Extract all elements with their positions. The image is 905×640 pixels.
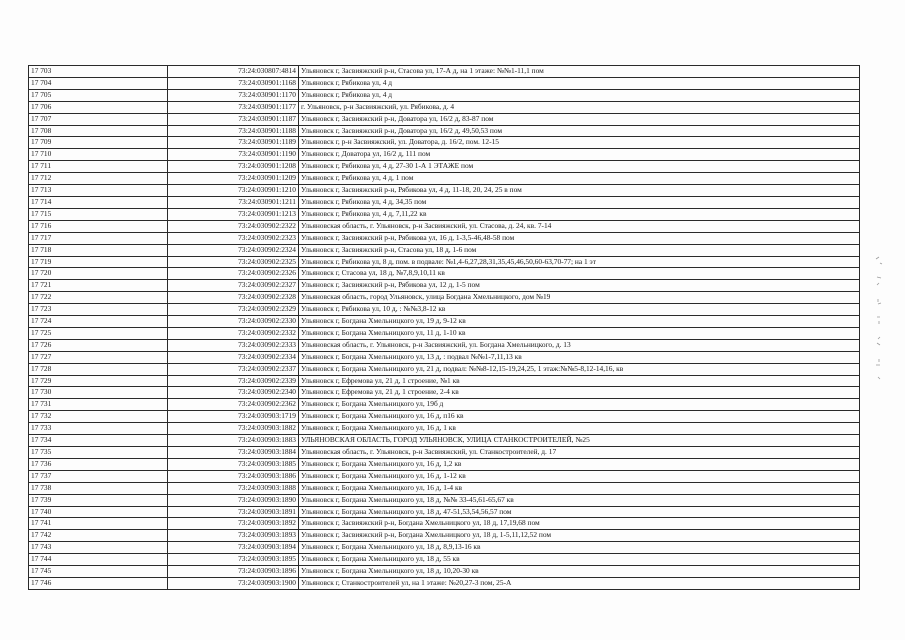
- table-row: [29, 161, 860, 173]
- address-cell: Ульяновск г, Ефремова ул, 21 д, 1 строение, 2-4 кв: [299, 387, 860, 399]
- cadastral-number: 73:24:030807:4814: [168, 66, 299, 78]
- cadastral-number: 73:24:030902:2326: [168, 268, 299, 280]
- table-row: [29, 482, 860, 494]
- table-row: [29, 196, 860, 208]
- table-row: [29, 232, 860, 244]
- cadastral-number: 73:24:030903:1895: [168, 554, 299, 566]
- cadastral-number: 73:24:030902:2333: [168, 339, 299, 351]
- row-number: 17 738: [29, 482, 168, 494]
- cadastral-number: 73:24:030902:2330: [168, 316, 299, 328]
- address-cell: Ульяновск г, р-н Засвияжский, ул. Доватора, д. 16/2, пом. 12-15: [299, 137, 860, 149]
- table-row: [29, 208, 860, 220]
- registry-table: [28, 65, 860, 590]
- cadastral-number: 73:24:030902:2324: [168, 244, 299, 256]
- address-cell: Ульяновская область, город Ульяновск, улица Богдана Хмельницкого, дом №19: [299, 292, 860, 304]
- address-cell: Ульяновск г, Засвияжский р-н, Стасова ул, 17-А д, на 1 этаже: №№1-11,1 пом: [299, 66, 860, 78]
- cadastral-number: 73:24:030903:1882: [168, 423, 299, 435]
- row-number: 17 733: [29, 423, 168, 435]
- cadastral-number: 73:24:030901:1188: [168, 125, 299, 137]
- table-row: [29, 89, 860, 101]
- row-number: 17 741: [29, 518, 168, 530]
- cadastral-number: 73:24:030901:1168: [168, 77, 299, 89]
- cadastral-number: 73:24:030902:2322: [168, 220, 299, 232]
- address-cell: Ульяновск г, Богдана Хмельницкого ул, 19 д, 9-12 кв: [299, 316, 860, 328]
- table-row: [29, 125, 860, 137]
- cadastral-number: 73:24:030901:1187: [168, 113, 299, 125]
- address-cell: Ульяновск г, Доватора ул, 16/2 д, 111 пом: [299, 149, 860, 161]
- row-number: 17 742: [29, 530, 168, 542]
- address-cell: Ульяновск г, Засвияжский р-н, Стасова ул, 18 д, 1-6 пом: [299, 244, 860, 256]
- address-cell: Ульяновск г, Рябикова ул, 4 д, 7,11,22 кв: [299, 208, 860, 220]
- table-row: [29, 577, 860, 589]
- address-cell: Ульяновск г, Рябикова ул, 4 д, 1 пом: [299, 173, 860, 185]
- address-cell: г. Ульяновск, р-н Засвияжский, ул. Рябикова, д. 4: [299, 101, 860, 113]
- row-number: 17 715: [29, 208, 168, 220]
- cadastral-number: 73:24:030902:2362: [168, 399, 299, 411]
- row-number: 17 706: [29, 101, 168, 113]
- row-number: 17 721: [29, 280, 168, 292]
- row-number: 17 734: [29, 435, 168, 447]
- address-cell: Ульяновск г, Рябикова ул, 4 д: [299, 89, 860, 101]
- cadastral-number: 73:24:030903:1888: [168, 482, 299, 494]
- table-row: [29, 256, 860, 268]
- row-number: 17 719: [29, 256, 168, 268]
- table-row: [29, 280, 860, 292]
- row-number: 17 729: [29, 375, 168, 387]
- address-cell: Ульяновск г, Богдана Хмельницкого ул, 18 д, 47-51,53,54,56,57 пом: [299, 506, 860, 518]
- cadastral-number: 73:24:030903:1893: [168, 530, 299, 542]
- cadastral-number: 73:24:030903:1883: [168, 435, 299, 447]
- table-row: [29, 518, 860, 530]
- row-number: 17 704: [29, 77, 168, 89]
- table-row: [29, 458, 860, 470]
- address-cell: Ульяновск г, Богдана Хмельницкого ул, 16 д, 1-12 кв: [299, 470, 860, 482]
- cadastral-number: 73:24:030902:2334: [168, 351, 299, 363]
- address-cell: Ульяновск г, Богдана Хмельницкого ул, 16 д, п16 кв: [299, 411, 860, 423]
- row-number: 17 718: [29, 244, 168, 256]
- row-number: 17 739: [29, 494, 168, 506]
- table-row: [29, 399, 860, 411]
- table-row: [29, 220, 860, 232]
- table-row: [29, 530, 860, 542]
- table-row: [29, 351, 860, 363]
- table-row: [29, 363, 860, 375]
- address-cell: Ульяновск г, Рябикова ул, 4 д: [299, 77, 860, 89]
- row-number: 17 707: [29, 113, 168, 125]
- cadastral-number: 73:24:030903:1885: [168, 458, 299, 470]
- cadastral-number: 73:24:030903:1892: [168, 518, 299, 530]
- table-row: [29, 292, 860, 304]
- address-cell: Ульяновск г, Богдана Хмельницкого ул, 21 д, подвал: №№8-12,15-19,24,25, 1 этаж:№№5-8,12-14,16, кв: [299, 363, 860, 375]
- table-row: [29, 542, 860, 554]
- table-row: [29, 387, 860, 399]
- address-cell: Ульяновск г, Засвияжский р-н, Богдана Хмельницкого ул, 18 д, 1-5,11,12,52 пом: [299, 530, 860, 542]
- row-number: 17 713: [29, 185, 168, 197]
- cadastral-number: 73:24:030901:1189: [168, 137, 299, 149]
- table-row: [29, 113, 860, 125]
- cadastral-number: 73:24:030902:2325: [168, 256, 299, 268]
- address-cell: Ульяновск г, Засвияжский р-н, Рябикова ул, 4 д, 11-18, 20, 24, 25 в пом: [299, 185, 860, 197]
- cadastral-number: 73:24:030903:1886: [168, 470, 299, 482]
- row-number: 17 726: [29, 339, 168, 351]
- row-number: 17 710: [29, 149, 168, 161]
- row-number: 17 714: [29, 196, 168, 208]
- table-row: [29, 339, 860, 351]
- cadastral-number: 73:24:030901:1210: [168, 185, 299, 197]
- cadastral-number: 73:24:030901:1208: [168, 161, 299, 173]
- address-cell: Ульяновская область, г. Ульяновск, р-н Засвияжский, ул. Стасова, д. 24, кв. 7-14: [299, 220, 860, 232]
- cadastral-number: 73:24:030901:1209: [168, 173, 299, 185]
- address-cell: Ульяновск г, Засвияжский р-н, Доватора ул, 16/2 д, 83-87 пом: [299, 113, 860, 125]
- address-cell: УЛЬЯНОВСКАЯ ОБЛАСТЬ, ГОРОД УЛЬЯНОВСК, УЛИЦА СТАНКОСТРОИТЕЛЕЙ, №25: [299, 435, 860, 447]
- row-number: 17 723: [29, 304, 168, 316]
- table-row: [29, 327, 860, 339]
- address-cell: Ульяновск г, Засвияжский р-н, Богдана Хмельницкого ул, 18 д, 17,19,68 пом: [299, 518, 860, 530]
- row-number: 17 705: [29, 89, 168, 101]
- row-number: 17 709: [29, 137, 168, 149]
- address-cell: Ульяновск г, Стасова ул, 18 д, №7,8,9,10,11 кв: [299, 268, 860, 280]
- address-cell: Ульяновск г, Богдана Хмельницкого ул, 16 д, 1 кв: [299, 423, 860, 435]
- cadastral-number: 73:24:030901:1211: [168, 196, 299, 208]
- row-number: 17 722: [29, 292, 168, 304]
- cadastral-number: 73:24:030902:2329: [168, 304, 299, 316]
- table-row: [29, 375, 860, 387]
- address-cell: Ульяновск г, Рябикова ул, 4 д, 27-30 1-А 1 ЭТАЖЕ пом: [299, 161, 860, 173]
- address-cell: Ульяновск г, Богдана Хмельницкого ул, 19б д: [299, 399, 860, 411]
- row-number: 17 708: [29, 125, 168, 137]
- table-row: [29, 411, 860, 423]
- row-number: 17 744: [29, 554, 168, 566]
- address-cell: Ульяновск г, Рябикова ул, 4 д, 34,35 пом: [299, 196, 860, 208]
- cadastral-number: 73:24:030903:1890: [168, 494, 299, 506]
- cadastral-number: 73:24:030902:2340: [168, 387, 299, 399]
- cadastral-number: 73:24:030902:2332: [168, 327, 299, 339]
- row-number: 17 735: [29, 447, 168, 459]
- address-cell: Ульяновск г, Богдана Хмельницкого ул, 16 д, 1,2 кв: [299, 458, 860, 470]
- table-row: [29, 268, 860, 280]
- row-number: 17 746: [29, 577, 168, 589]
- table-row: [29, 435, 860, 447]
- row-number: 17 727: [29, 351, 168, 363]
- table-row: [29, 77, 860, 89]
- row-number: 17 730: [29, 387, 168, 399]
- row-number: 17 736: [29, 458, 168, 470]
- address-cell: Ульяновск г, Богдана Хмельницкого ул, 18 д, 55 кв: [299, 554, 860, 566]
- table-row: [29, 506, 860, 518]
- row-number: 17 712: [29, 173, 168, 185]
- cadastral-number: 73:24:030903:1894: [168, 542, 299, 554]
- row-number: 17 720: [29, 268, 168, 280]
- row-number: 17 743: [29, 542, 168, 554]
- cadastral-number: 73:24:030901:1213: [168, 208, 299, 220]
- table-row: [29, 447, 860, 459]
- address-cell: Ульяновск г, Богдана Хмельницкого ул, 11 д, 1-10 кв: [299, 327, 860, 339]
- cadastral-number: 73:24:030901:1177: [168, 101, 299, 113]
- address-cell: Ульяновск г, Рябикова ул, 10 д, : №№3,8-12 кв: [299, 304, 860, 316]
- address-cell: Ульяновск г, Богдана Хмельницкого ул, 16 д, 1-4 кв: [299, 482, 860, 494]
- row-number: 17 728: [29, 363, 168, 375]
- table-row: [29, 244, 860, 256]
- address-cell: Ульяновск г, Станкостроителей ул, на 1 этаже: №20,27-3 пом, 25-А: [299, 577, 860, 589]
- table-row: [29, 316, 860, 328]
- address-cell: Ульяновск г, Засвияжский р-н, Доватора ул, 16/2 д, 49,50,53 пом: [299, 125, 860, 137]
- address-cell: Ульяновск г, Засвияжский р-н, Рябикова ул, 16 д, 1-3,5-46,48-58 пом: [299, 232, 860, 244]
- registry-rows: [29, 66, 860, 590]
- row-number: 17 725: [29, 327, 168, 339]
- address-cell: Ульяновская область, г. Ульяновск, р-н Засвияжский, ул. Станкостроителей, д. 17: [299, 447, 860, 459]
- table-row: [29, 494, 860, 506]
- address-cell: Ульяновск г, Богдана Хмельницкого ул, 18 д, №№ 33-45,61-65,67 кв: [299, 494, 860, 506]
- margin-scan-marks: [873, 255, 885, 385]
- table-row: [29, 423, 860, 435]
- row-number: 17 717: [29, 232, 168, 244]
- table-row: [29, 185, 860, 197]
- cadastral-number: 73:24:030903:1891: [168, 506, 299, 518]
- address-cell: Ульяновск г, Ефремова ул, 21 д, 1 строение, №1 кв: [299, 375, 860, 387]
- row-number: 17 724: [29, 316, 168, 328]
- table-row: [29, 149, 860, 161]
- table-row: [29, 173, 860, 185]
- cadastral-number: 73:24:030903:1896: [168, 566, 299, 578]
- cadastral-number: 73:24:030902:2327: [168, 280, 299, 292]
- row-number: 17 732: [29, 411, 168, 423]
- address-cell: Ульяновская область, г. Ульяновск, р-н Засвияжский, ул. Богдана Хмельницкого, д. 13: [299, 339, 860, 351]
- address-cell: Ульяновск г, Засвияжский р-н, Рябикова ул, 12 д, 1-5 пом: [299, 280, 860, 292]
- address-cell: Ульяновск г, Богдана Хмельницкого ул, 13 д, : подвал №№1-7,11,13 кв: [299, 351, 860, 363]
- address-cell: Ульяновск г, Богдана Хмельницкого ул, 18 д, 10,20-30 кв: [299, 566, 860, 578]
- cadastral-number: 73:24:030903:1884: [168, 447, 299, 459]
- row-number: 17 745: [29, 566, 168, 578]
- row-number: 17 737: [29, 470, 168, 482]
- cadastral-number: 73:24:030901:1190: [168, 149, 299, 161]
- cadastral-number: 73:24:030902:2323: [168, 232, 299, 244]
- table-row: [29, 66, 860, 78]
- table-row: [29, 566, 860, 578]
- row-number: 17 731: [29, 399, 168, 411]
- cadastral-number: 73:24:030902:2328: [168, 292, 299, 304]
- cadastral-number: 73:24:030901:1170: [168, 89, 299, 101]
- table-row: [29, 470, 860, 482]
- address-cell: Ульяновск г, Богдана Хмельницкого ул, 18 д, 8,9,13-16 кв: [299, 542, 860, 554]
- address-cell: Ульяновск г, Рябикова ул, 8 д, пом. в подвале: №1,4-6,27,28,31,35,45,46,50,60-63,70-77; на 1 эт: [299, 256, 860, 268]
- table-row: [29, 137, 860, 149]
- row-number: 17 711: [29, 161, 168, 173]
- row-number: 17 703: [29, 66, 168, 78]
- cadastral-number: 73:24:030902:2339: [168, 375, 299, 387]
- table-row: [29, 304, 860, 316]
- cadastral-number: 73:24:030902:2337: [168, 363, 299, 375]
- cadastral-number: 73:24:030903:1719: [168, 411, 299, 423]
- table-row: [29, 101, 860, 113]
- row-number: 17 716: [29, 220, 168, 232]
- table-row: [29, 554, 860, 566]
- row-number: 17 740: [29, 506, 168, 518]
- cadastral-number: 73:24:030903:1900: [168, 577, 299, 589]
